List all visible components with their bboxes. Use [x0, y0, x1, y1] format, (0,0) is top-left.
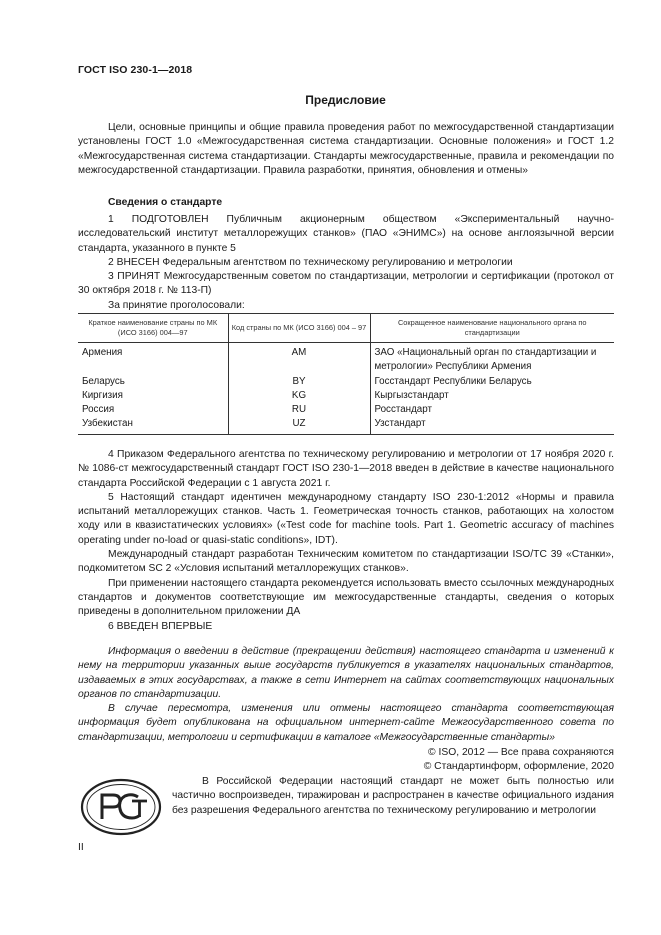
cell-code: BY: [228, 375, 370, 389]
item-1: 1 ПОДГОТОВЛЕН Публичным акционерным обществом «Экспериментальный научно-исследовательский институт металлорежущих станков» (ПАО «ЭНИМС») на основе англоязычной версии стандарта, указанного в пункте 5: [78, 214, 614, 254]
cell-body: Кыргызстандарт: [374, 389, 449, 401]
item-4: 4 Приказом Федерального агентства по техническому регулированию и метрологии от 17 ноября 2020 г. № 1086-ст межгосударственный стандарт ГОСТ ISO 230-1—2018 введен в действие в качестве национального стандарта Российской Федерации с 1 августа 2021 г.: [78, 449, 614, 489]
table-row: [78, 343, 614, 375]
table-row: [78, 389, 614, 403]
table-header-row: [78, 314, 614, 343]
item-3: 3 ПРИНЯТ Межгосударственным советом по стандартизации, метрологии и сертификации (протокол от 30 октября 2018 г. № 113-П): [78, 271, 614, 297]
cell-body: Росстандарт: [374, 404, 432, 416]
voted-label: За принятие проголосовали:: [108, 299, 245, 311]
page-title: Предисловие: [305, 93, 386, 107]
cell-code: AM: [228, 343, 370, 375]
table-row: [78, 417, 614, 434]
voting-table: [78, 313, 614, 435]
notice-block: [78, 645, 614, 745]
cell-country: Узбекистан: [78, 417, 228, 434]
cell-body: ЗАО «Национальный орган по стандартизации и метрологии» Республики Армения: [374, 347, 597, 373]
page-number: II: [78, 842, 84, 853]
copyright-iso: © ISO, 2012 — Все права сохраняются: [428, 747, 614, 758]
cell-code: UZ: [228, 417, 370, 434]
doc-code-header: ГОСТ ISO 230-1—2018: [78, 64, 193, 76]
item-6: 6 ВВЕДЕН ВПЕРВЫЕ: [108, 620, 213, 632]
item-2: 2 ВНЕСЕН Федеральным агентством по техническому регулированию и метрологии: [108, 256, 513, 268]
reproduction-notice: В Российской Федерации настоящий стандарт не может быть полностью или частично воспроизведен, тиражирован и распространен в качестве официального издания без разрешения Федерального агентства по техническому регулированию и метрологии: [172, 776, 614, 816]
item-5: 5 Настоящий стандарт идентичен международному стандарту ISO 230-1:2012 «Нормы и правила испытаний металлорежущих станков. Часть 1. Геометрическая точность станков, работающих на холостом ходу или в квазистатических условиях» («Test code for machine tools. Part 1. Geometric accuracy of machines operating under no-load or quasi-static conditions», IDT).: [78, 491, 614, 546]
after-table-block: [78, 448, 614, 634]
item-5-references: При применении настоящего стандарта рекомендуется использовать вместо ссылочных международных стандартов и документов соответствующие им межгосударственные стандарты, сведения о которых приведены в дополнительном приложении ДА: [78, 577, 614, 618]
copyright-block: [78, 746, 614, 775]
standard-info-block: [78, 213, 614, 313]
column-header-body: Сокращенное наименование национального органа по стандартизации: [370, 314, 614, 343]
cell-country: Киргизия: [78, 389, 228, 403]
cell-country: Армения: [78, 343, 228, 375]
column-header-code: Код страны по МК (ИСО 3166) 004 – 97: [228, 314, 370, 343]
section-title: Сведения о стандарте: [108, 197, 223, 208]
notice-revision: В случае пересмотра, изменения или отмены настоящего стандарта соответствующая информация будет опубликована на официальном интернет-сайте Межгосударственного совета по стандартизации, метрологии и сертификации в каталоге «Межгосударственные стандарты»: [78, 703, 614, 743]
cell-code: RU: [228, 403, 370, 417]
rst-seal-icon: [80, 777, 162, 837]
cell-code: KG: [228, 389, 370, 403]
intro-paragraph: Цели, основные принципы и общие правила проведения работ по межгосударственной стандартизации установлены ГОСТ 1.0 «Межгосударственная система стандартизации. Основные положения» и ГОСТ 1.2 «Межгосударственная система стандартизации. Стандарты межгосударственные, правила и рекомендации по межгосударственной стандартизации. Правила разработки, принятия, обновления и отмены»: [78, 122, 614, 176]
cell-country: Россия: [78, 403, 228, 417]
copyright-standartinform: © Стандартинформ, оформление, 2020: [423, 761, 614, 773]
cell-body: Госстандарт Республики Беларусь: [374, 375, 532, 387]
notice-intro: Информация о введении в действие (прекращении действия) настоящего стандарта и изменений к нему на территории указанных выше государств публикуется в указателях национальных стандартов, издаваемых в этих государствах, а также в сети Интернет на сайтах соответствующих национальных органов по стандартизации.: [78, 646, 614, 700]
table-row: [78, 403, 614, 417]
cell-country: Беларусь: [78, 375, 228, 389]
column-header-country: Краткое наименование страны по МК (ИСО 3166) 004—97: [78, 314, 228, 343]
cell-body: Узстандарт: [374, 418, 426, 430]
table-row: [78, 375, 614, 389]
item-5-committee: Международный стандарт разработан Техническим комитетом по стандартизации ISO/TC 39 «Станки», подкомитетом SC 2 «Условия испытаний металлорежущих станков».: [78, 549, 614, 575]
